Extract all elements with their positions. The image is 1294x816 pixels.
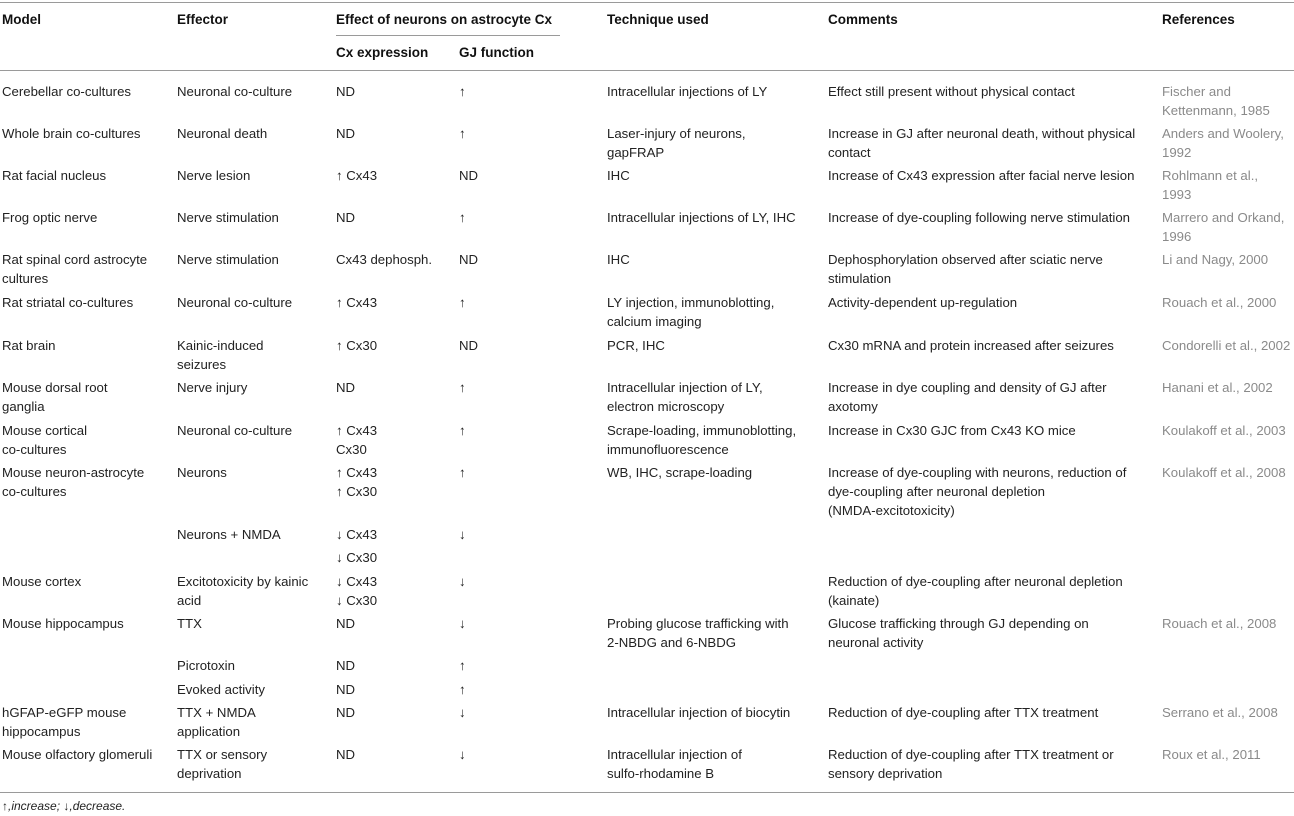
cell-model: Frog optic nerve: [2, 210, 98, 225]
cell-model: Mouse neuron-astrocyte co-cultures: [2, 465, 145, 499]
cell-model: Rat spinal cord astrocyte cultures: [2, 252, 148, 286]
cell-references: Rouach et al., 2000: [1162, 295, 1277, 310]
cell-model: Mouse hippocampus: [2, 616, 124, 631]
header-effector: Effector: [177, 12, 229, 27]
cell-comments: Reduction of dye-coupling after TTX treatment or sensory deprivation: [828, 747, 1114, 781]
cell-model: hGFAP-eGFP mouse hippocampus: [2, 705, 127, 739]
cell-effector: Excitotoxicity by kainic acid: [177, 574, 309, 608]
cell-gj: ↓: [459, 527, 466, 542]
cell-cx: ND: [336, 126, 356, 141]
cell-model: Rat facial nucleus: [2, 168, 107, 183]
cell-references: Li and Nagy, 2000: [1162, 252, 1269, 267]
cell-references: Koulakoff et al., 2008: [1162, 465, 1286, 480]
cell-effector: Nerve stimulation: [177, 210, 279, 225]
cell-effector: Nerve injury: [177, 380, 248, 395]
cell-references: Serrano et al., 2008: [1162, 705, 1278, 720]
cell-model: Mouse cortex: [2, 574, 82, 589]
cell-gj: ↑: [459, 84, 466, 99]
cell-effector: Neuronal co-culture: [177, 295, 293, 310]
cell-model: Mouse cortical co-cultures: [2, 423, 88, 457]
cell-model: Cerebellar co-cultures: [2, 84, 131, 99]
cell-model: Rat striatal co-cultures: [2, 295, 134, 310]
cell-model: Mouse dorsal root ganglia: [2, 380, 108, 414]
cell-references: Rouach et al., 2008: [1162, 616, 1277, 631]
cell-cx: ND: [336, 380, 356, 395]
cell-gj: ND: [459, 338, 479, 353]
cell-effector: TTX: [177, 616, 202, 631]
effect-group-rule: [336, 35, 560, 36]
cell-gj: ↓: [459, 705, 466, 720]
cell-cx: Cx43 dephosph.: [336, 252, 433, 267]
header-model: Model: [2, 12, 41, 27]
cell-gj: ND: [459, 252, 479, 267]
cell-cx: ↑ Cx43: [336, 295, 378, 310]
cell-comments: Increase in Cx30 GJC from Cx43 KO mice: [828, 423, 1076, 438]
cell-cx: ↑ Cx43 Cx30: [336, 423, 378, 457]
cell-gj: ↑: [459, 126, 466, 141]
cell-gj: ↑: [459, 682, 466, 697]
cell-gj: ↓: [459, 747, 466, 762]
cell-cx: ND: [336, 682, 356, 697]
cell-cx: ND: [336, 84, 356, 99]
cell-comments: Increase of dye-coupling with neurons, reduction of dye-coupling after neuronal depletion (NMDA-excitotoxicity): [828, 465, 1127, 518]
cell-cx: ↓ Cx30: [336, 550, 378, 565]
cell-effector: Evoked activity: [177, 682, 265, 697]
cell-effector: Neuronal death: [177, 126, 268, 141]
header-rule: [0, 70, 1294, 71]
cell-effector: Neuronal co-culture: [177, 423, 293, 438]
cell-comments: Increase of Cx43 expression after facial nerve lesion: [828, 168, 1135, 183]
cell-technique: LY injection, immunoblotting, calcium imaging: [607, 295, 775, 329]
cell-cx: ND: [336, 658, 356, 673]
cell-model: Whole brain co-cultures: [2, 126, 141, 141]
header-effect-group: Effect of neurons on astrocyte Cx: [336, 12, 553, 27]
cell-cx: ND: [336, 747, 356, 762]
cell-gj: ↑: [459, 380, 466, 395]
cell-gj: ↓: [459, 574, 466, 589]
cell-comments: Reduction of dye-coupling after TTX treatment: [828, 705, 1099, 720]
cell-references: Anders and Woolery, 1992: [1162, 126, 1284, 160]
cell-model: Rat brain: [2, 338, 56, 353]
cell-cx: ND: [336, 616, 356, 631]
cell-gj: ND: [459, 168, 479, 183]
cell-comments: Cx30 mRNA and protein increased after seizures: [828, 338, 1114, 353]
cell-references: Condorelli et al., 2002: [1162, 338, 1291, 353]
cell-comments: Increase in GJ after neuronal death, without physical contact: [828, 126, 1136, 160]
cell-references: Roux et al., 2011: [1162, 747, 1261, 762]
cell-technique: IHC: [607, 252, 630, 267]
cell-cx: ↑ Cx30: [336, 338, 378, 353]
cell-cx: ↑ Cx43: [336, 168, 378, 183]
cell-effector: Neurons: [177, 465, 227, 480]
cell-references: Marrero and Orkand, 1996: [1162, 210, 1285, 244]
cell-effector: Nerve lesion: [177, 168, 251, 183]
bottom-rule: [0, 792, 1294, 793]
header-gj-function: GJ function: [459, 45, 534, 60]
cell-comments: Glucose trafficking through GJ depending on neuronal activity: [828, 616, 1089, 650]
cell-references: Rohlmann et al., 1993: [1162, 168, 1259, 202]
cell-effector: Neuronal co-culture: [177, 84, 293, 99]
cell-technique: Intracellular injections of LY, IHC: [607, 210, 796, 225]
top-rule: [0, 2, 1294, 3]
header-cx-expression: Cx expression: [336, 45, 429, 60]
cell-cx: ↓ Cx43 ↓ Cx30: [336, 574, 378, 608]
cell-effector: Neurons + NMDA: [177, 527, 281, 542]
cell-effector: Nerve stimulation: [177, 252, 279, 267]
cell-comments: Dephosphorylation observed after sciatic nerve stimulation: [828, 252, 1103, 286]
cell-technique: Laser-injury of neurons, gapFRAP: [607, 126, 746, 160]
cell-technique: Intracellular injection of biocytin: [607, 705, 791, 720]
cell-effector: Picrotoxin: [177, 658, 235, 673]
cell-technique: PCR, IHC: [607, 338, 665, 353]
cell-references: Koulakoff et al., 2003: [1162, 423, 1286, 438]
cell-gj: ↑: [459, 295, 466, 310]
cell-effector: TTX + NMDA application: [177, 705, 256, 739]
cell-comments: Activity-dependent up-regulation: [828, 295, 1018, 310]
cell-effector: Kainic-induced seizures: [177, 338, 264, 372]
cell-comments: Reduction of dye-coupling after neuronal depletion (kainate): [828, 574, 1123, 608]
cell-technique: Probing glucose trafficking with 2-NBDG and 6-NBDG: [607, 616, 789, 650]
cell-comments: Effect still present without physical contact: [828, 84, 1075, 99]
table-footnote: ↑,increase; ↓,decrease.: [2, 799, 126, 813]
header-technique: Technique used: [607, 12, 709, 27]
cell-technique: Scrape-loading, immunoblotting, immunofluorescence: [607, 423, 797, 457]
cell-model: Mouse olfactory glomeruli: [2, 747, 153, 762]
cell-references: Fischer and Kettenmann, 1985: [1162, 84, 1270, 118]
cell-technique: IHC: [607, 168, 630, 183]
cell-cx: ND: [336, 210, 356, 225]
header-references: References: [1162, 12, 1235, 27]
cell-effector: TTX or sensory deprivation: [177, 747, 268, 781]
cell-gj: ↑: [459, 210, 466, 225]
cell-gj: ↓: [459, 616, 466, 631]
header-comments: Comments: [828, 12, 898, 27]
cell-technique: Intracellular injections of LY: [607, 84, 768, 99]
cell-technique: WB, IHC, scrape-loading: [607, 465, 753, 480]
cell-technique: Intracellular injection of sulfo-rhodamine B: [607, 747, 742, 781]
cell-cx: ↓ Cx43: [336, 527, 378, 542]
cell-references: Hanani et al., 2002: [1162, 380, 1273, 395]
cell-cx: ND: [336, 705, 356, 720]
cell-gj: ↑: [459, 465, 466, 480]
cell-comments: Increase in dye coupling and density of GJ after axotomy: [828, 380, 1107, 414]
cell-technique: Intracellular injection of LY, electron microscopy: [607, 380, 763, 414]
cell-comments: Increase of dye-coupling following nerve stimulation: [828, 210, 1131, 225]
cell-cx: ↑ Cx43 ↑ Cx30: [336, 465, 378, 499]
cell-gj: ↑: [459, 423, 466, 438]
cell-gj: ↑: [459, 658, 466, 673]
